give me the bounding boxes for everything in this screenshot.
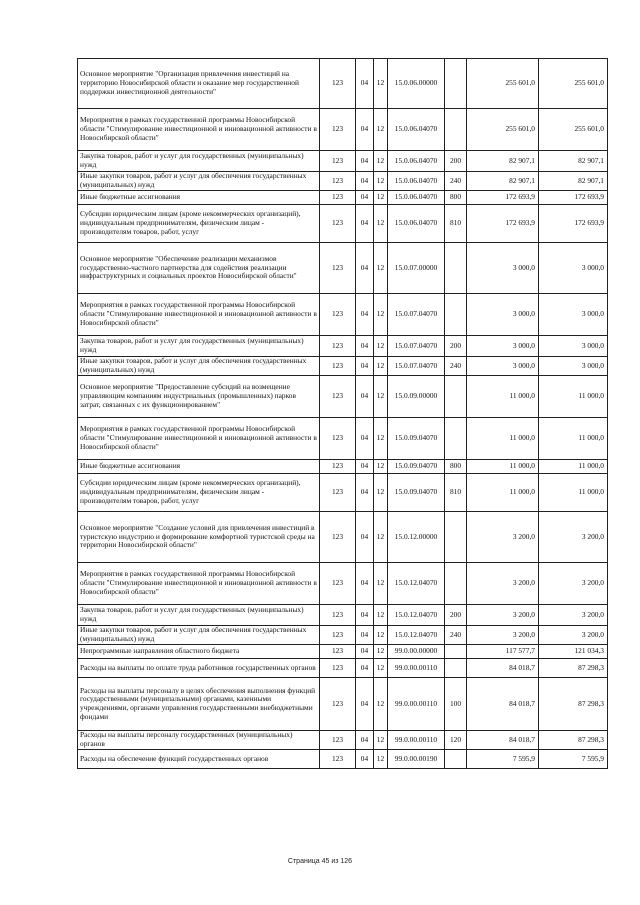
target-article-cell: 15.0.09.00000 — [388, 376, 445, 418]
expense-type-cell — [445, 59, 467, 109]
amount-year1-cell: 3 000,0 — [467, 243, 539, 294]
expense-type-cell: 810 — [445, 474, 467, 512]
section-cell: 04 — [356, 191, 374, 205]
table-row — [78, 512, 608, 563]
table-row — [78, 626, 608, 645]
subsection-cell: 12 — [374, 678, 388, 731]
subsection-cell: 12 — [374, 151, 388, 172]
amount-year2-cell: 82 907,1 — [539, 172, 608, 191]
section-cell: 04 — [356, 512, 374, 563]
table-row — [78, 376, 608, 418]
table-row — [78, 418, 608, 460]
description-cell: Иные закупки товаров, работ и услуг для обеспечения государственных (муниципальных) нужд — [78, 626, 320, 645]
budget-table — [77, 58, 608, 769]
target-article-cell: 99.0.00.00110 — [388, 659, 445, 678]
amount-year2-cell: 3 200,0 — [539, 563, 608, 605]
amount-year1-cell: 82 907,1 — [467, 151, 539, 172]
amount-year2-cell: 11 000,0 — [539, 474, 608, 512]
grbs-cell: 123 — [320, 376, 356, 418]
description-cell: Основное мероприятие "Предоставление субсидий на возмещение управляющим компаниям индустриальных (промышленных) парков затрат, связанных с их функционированием" — [78, 376, 320, 418]
table-row — [78, 336, 608, 357]
expense-type-cell: 800 — [445, 460, 467, 474]
amount-year2-cell: 3 200,0 — [539, 512, 608, 563]
amount-year1-cell: 3 200,0 — [467, 563, 539, 605]
subsection-cell: 12 — [374, 205, 388, 243]
amount-year1-cell: 3 000,0 — [467, 294, 539, 336]
subsection-cell: 12 — [374, 172, 388, 191]
expense-type-cell: 240 — [445, 626, 467, 645]
table-row — [78, 750, 608, 769]
table-row — [78, 731, 608, 750]
expense-type-cell: 810 — [445, 205, 467, 243]
amount-year1-cell: 84 018,7 — [467, 678, 539, 731]
expense-type-cell: 240 — [445, 172, 467, 191]
amount-year2-cell: 121 034,3 — [539, 645, 608, 659]
amount-year1-cell: 172 693,9 — [467, 205, 539, 243]
description-cell: Субсидии юридическим лицам (кроме некоммерческих организаций), индивидуальным предпринимателям, физическим лицам - производителям товаров, работ, услуг — [78, 205, 320, 243]
section-cell: 04 — [356, 376, 374, 418]
description-cell: Закупка товаров, работ и услуг для государственных (муниципальных) нужд — [78, 151, 320, 172]
subsection-cell: 12 — [374, 418, 388, 460]
expense-type-cell — [445, 512, 467, 563]
section-cell: 04 — [356, 336, 374, 357]
amount-year1-cell: 3 200,0 — [467, 512, 539, 563]
subsection-cell: 12 — [374, 645, 388, 659]
description-cell: Основное мероприятие "Организация привлечения инвестиций на территорию Новосибирской области и оказание мер государственной поддержки инвестиционной деятельности" — [78, 59, 320, 109]
section-cell: 04 — [356, 474, 374, 512]
target-article-cell: 15.0.06.04070 — [388, 151, 445, 172]
grbs-cell: 123 — [320, 59, 356, 109]
grbs-cell: 123 — [320, 109, 356, 151]
grbs-cell: 123 — [320, 205, 356, 243]
amount-year1-cell: 172 693,9 — [467, 191, 539, 205]
amount-year2-cell: 87 298,3 — [539, 659, 608, 678]
table-row — [78, 172, 608, 191]
table-row — [78, 474, 608, 512]
expense-type-cell: 200 — [445, 605, 467, 626]
expense-type-cell — [445, 243, 467, 294]
table-row — [78, 563, 608, 605]
target-article-cell: 99.0.00.00110 — [388, 678, 445, 731]
table-row — [78, 205, 608, 243]
target-article-cell: 15.0.06.04070 — [388, 205, 445, 243]
description-cell: Иные закупки товаров, работ и услуг для обеспечения государственных (муниципальных) нужд — [78, 357, 320, 376]
grbs-cell: 123 — [320, 645, 356, 659]
grbs-cell: 123 — [320, 294, 356, 336]
page-number: Страница 45 из 126 — [287, 858, 353, 865]
table-row — [78, 191, 608, 205]
subsection-cell: 12 — [374, 59, 388, 109]
description-cell: Иные бюджетные ассигнования — [78, 460, 320, 474]
subsection-cell: 12 — [374, 376, 388, 418]
expense-type-cell: 800 — [445, 191, 467, 205]
grbs-cell: 123 — [320, 460, 356, 474]
subsection-cell: 12 — [374, 563, 388, 605]
description-cell: Основное мероприятие "Создание условий для привлечения инвестиций в туристскую индустрию и формирование комфортной туристской среды на территории Новосибирской области" — [78, 512, 320, 563]
amount-year1-cell: 255 601,0 — [467, 59, 539, 109]
table-row — [78, 109, 608, 151]
section-cell: 04 — [356, 172, 374, 191]
section-cell: 04 — [356, 357, 374, 376]
section-cell: 04 — [356, 294, 374, 336]
amount-year1-cell: 3 000,0 — [467, 357, 539, 376]
description-cell: Основное мероприятие "Обеспечение реализации механизмов государственно-частного партнерства для содействия реализации инфраструктурных и социальных проектов Новосибирской области" — [78, 243, 320, 294]
target-article-cell: 15.0.09.04070 — [388, 460, 445, 474]
grbs-cell: 123 — [320, 357, 356, 376]
target-article-cell: 99.0.00.00110 — [388, 731, 445, 750]
amount-year2-cell: 7 595,9 — [539, 750, 608, 769]
expense-type-cell: 240 — [445, 357, 467, 376]
grbs-cell: 123 — [320, 659, 356, 678]
expense-type-cell — [445, 645, 467, 659]
table-row — [78, 460, 608, 474]
target-article-cell: 15.0.06.04070 — [388, 191, 445, 205]
section-cell: 04 — [356, 243, 374, 294]
grbs-cell: 123 — [320, 563, 356, 605]
expense-type-cell: 100 — [445, 678, 467, 731]
subsection-cell: 12 — [374, 191, 388, 205]
description-cell: Мероприятия в рамках государственной программы Новосибирской области "Стимулирование инвестиционной и инновационной активности в Новосибирской области" — [78, 109, 320, 151]
grbs-cell: 123 — [320, 336, 356, 357]
amount-year2-cell: 3 000,0 — [539, 357, 608, 376]
amount-year1-cell: 11 000,0 — [467, 460, 539, 474]
section-cell: 04 — [356, 645, 374, 659]
grbs-cell: 123 — [320, 512, 356, 563]
subsection-cell: 12 — [374, 605, 388, 626]
amount-year1-cell: 7 595,9 — [467, 750, 539, 769]
amount-year1-cell: 84 018,7 — [467, 659, 539, 678]
amount-year2-cell: 255 601,0 — [539, 59, 608, 109]
grbs-cell: 123 — [320, 678, 356, 731]
amount-year2-cell: 82 907,1 — [539, 151, 608, 172]
amount-year2-cell: 3 000,0 — [539, 243, 608, 294]
table-row — [78, 357, 608, 376]
target-article-cell: 15.0.12.04070 — [388, 605, 445, 626]
target-article-cell: 15.0.07.00000 — [388, 243, 445, 294]
amount-year2-cell: 255 601,0 — [539, 109, 608, 151]
expense-type-cell: 120 — [445, 731, 467, 750]
table-row — [78, 605, 608, 626]
grbs-cell: 123 — [320, 731, 356, 750]
table-row — [78, 243, 608, 294]
amount-year1-cell: 84 018,7 — [467, 731, 539, 750]
target-article-cell: 15.0.12.04070 — [388, 563, 445, 605]
subsection-cell: 12 — [374, 731, 388, 750]
section-cell: 04 — [356, 205, 374, 243]
subsection-cell: 12 — [374, 336, 388, 357]
expense-type-cell — [445, 563, 467, 605]
expense-type-cell: 200 — [445, 336, 467, 357]
amount-year2-cell: 11 000,0 — [539, 376, 608, 418]
target-article-cell: 15.0.09.04070 — [388, 418, 445, 460]
target-article-cell: 15.0.12.04070 — [388, 626, 445, 645]
table-row — [78, 659, 608, 678]
target-article-cell: 99.0.00.00000 — [388, 645, 445, 659]
target-article-cell: 15.0.07.04070 — [388, 336, 445, 357]
expense-type-cell — [445, 659, 467, 678]
table-row — [78, 645, 608, 659]
description-cell: Закупка товаров, работ и услуг для государственных (муниципальных) нужд — [78, 605, 320, 626]
description-cell: Мероприятия в рамках государственной программы Новосибирской области "Стимулирование инвестиционной и инновационной активности в Новосибирской области" — [78, 563, 320, 605]
grbs-cell: 123 — [320, 172, 356, 191]
amount-year2-cell: 3 000,0 — [539, 294, 608, 336]
section-cell: 04 — [356, 563, 374, 605]
table-row — [78, 678, 608, 731]
subsection-cell: 12 — [374, 357, 388, 376]
expense-type-cell — [445, 109, 467, 151]
section-cell: 04 — [356, 109, 374, 151]
section-cell: 04 — [356, 418, 374, 460]
subsection-cell: 12 — [374, 474, 388, 512]
expense-type-cell — [445, 376, 467, 418]
section-cell: 04 — [356, 750, 374, 769]
amount-year2-cell: 3 200,0 — [539, 605, 608, 626]
description-cell: Непрограммные направления областного бюджета — [78, 645, 320, 659]
description-cell: Расходы на обеспечение функций государственных органов — [78, 750, 320, 769]
amount-year1-cell: 3 000,0 — [467, 336, 539, 357]
expense-type-cell — [445, 418, 467, 460]
amount-year2-cell: 3 000,0 — [539, 336, 608, 357]
amount-year1-cell: 11 000,0 — [467, 418, 539, 460]
grbs-cell: 123 — [320, 418, 356, 460]
subsection-cell: 12 — [374, 512, 388, 563]
description-cell: Иные закупки товаров, работ и услуг для обеспечения государственных (муниципальных) нужд — [78, 172, 320, 191]
section-cell: 04 — [356, 605, 374, 626]
grbs-cell: 123 — [320, 605, 356, 626]
table-row — [78, 59, 608, 109]
amount-year1-cell: 3 200,0 — [467, 605, 539, 626]
expense-type-cell — [445, 294, 467, 336]
target-article-cell: 15.0.06.04070 — [388, 109, 445, 151]
description-cell: Закупка товаров, работ и услуг для государственных (муниципальных) нужд — [78, 336, 320, 357]
subsection-cell: 12 — [374, 109, 388, 151]
section-cell: 04 — [356, 626, 374, 645]
table-body — [78, 59, 608, 769]
amount-year2-cell: 87 298,3 — [539, 731, 608, 750]
amount-year1-cell: 117 577,7 — [467, 645, 539, 659]
target-article-cell: 15.0.12.00000 — [388, 512, 445, 563]
subsection-cell: 12 — [374, 659, 388, 678]
table-row — [78, 151, 608, 172]
section-cell: 04 — [356, 460, 374, 474]
amount-year2-cell: 87 298,3 — [539, 678, 608, 731]
description-cell: Расходы на выплаты персоналу государственных (муниципальных) органов — [78, 731, 320, 750]
grbs-cell: 123 — [320, 474, 356, 512]
grbs-cell: 123 — [320, 191, 356, 205]
subsection-cell: 12 — [374, 243, 388, 294]
grbs-cell: 123 — [320, 243, 356, 294]
target-article-cell: 99.0.00.00190 — [388, 750, 445, 769]
section-cell: 04 — [356, 59, 374, 109]
section-cell: 04 — [356, 678, 374, 731]
amount-year2-cell: 11 000,0 — [539, 418, 608, 460]
amount-year2-cell: 172 693,9 — [539, 191, 608, 205]
expense-type-cell — [445, 750, 467, 769]
target-article-cell: 15.0.07.04070 — [388, 357, 445, 376]
description-cell: Субсидии юридическим лицам (кроме некоммерческих организаций), индивидуальным предпринимателям, физическим лицам - производителям товаров, работ, услуг — [78, 474, 320, 512]
grbs-cell: 123 — [320, 151, 356, 172]
amount-year1-cell: 11 000,0 — [467, 376, 539, 418]
target-article-cell: 15.0.09.04070 — [388, 474, 445, 512]
subsection-cell: 12 — [374, 294, 388, 336]
description-cell: Расходы на выплаты по оплате труда работников государственных органов — [78, 659, 320, 678]
description-cell: Мероприятия в рамках государственной программы Новосибирской области "Стимулирование инвестиционной и инновационной активности в Новосибирской области" — [78, 418, 320, 460]
section-cell: 04 — [356, 151, 374, 172]
section-cell: 04 — [356, 731, 374, 750]
target-article-cell: 15.0.07.04070 — [388, 294, 445, 336]
amount-year1-cell: 82 907,1 — [467, 172, 539, 191]
target-article-cell: 15.0.06.04070 — [388, 172, 445, 191]
description-cell: Расходы на выплаты персоналу в целях обеспечения выполнения функций государственными (муниципальными) органами, казенными учреждениями, органами управления государственными внебюджетными фондами — [78, 678, 320, 731]
amount-year1-cell: 11 000,0 — [467, 474, 539, 512]
amount-year2-cell: 11 000,0 — [539, 460, 608, 474]
amount-year2-cell: 172 693,9 — [539, 205, 608, 243]
section-cell: 04 — [356, 659, 374, 678]
grbs-cell: 123 — [320, 750, 356, 769]
subsection-cell: 12 — [374, 750, 388, 769]
amount-year1-cell: 3 200,0 — [467, 626, 539, 645]
expense-type-cell: 200 — [445, 151, 467, 172]
grbs-cell: 123 — [320, 626, 356, 645]
amount-year1-cell: 255 601,0 — [467, 109, 539, 151]
table-row — [78, 294, 608, 336]
description-cell: Мероприятия в рамках государственной программы Новосибирской области "Стимулирование инвестиционной и инновационной активности в Новосибирской области" — [78, 294, 320, 336]
target-article-cell: 15.0.06.00000 — [388, 59, 445, 109]
amount-year2-cell: 3 200,0 — [539, 626, 608, 645]
subsection-cell: 12 — [374, 460, 388, 474]
subsection-cell: 12 — [374, 626, 388, 645]
description-cell: Иные бюджетные ассигнования — [78, 191, 320, 205]
